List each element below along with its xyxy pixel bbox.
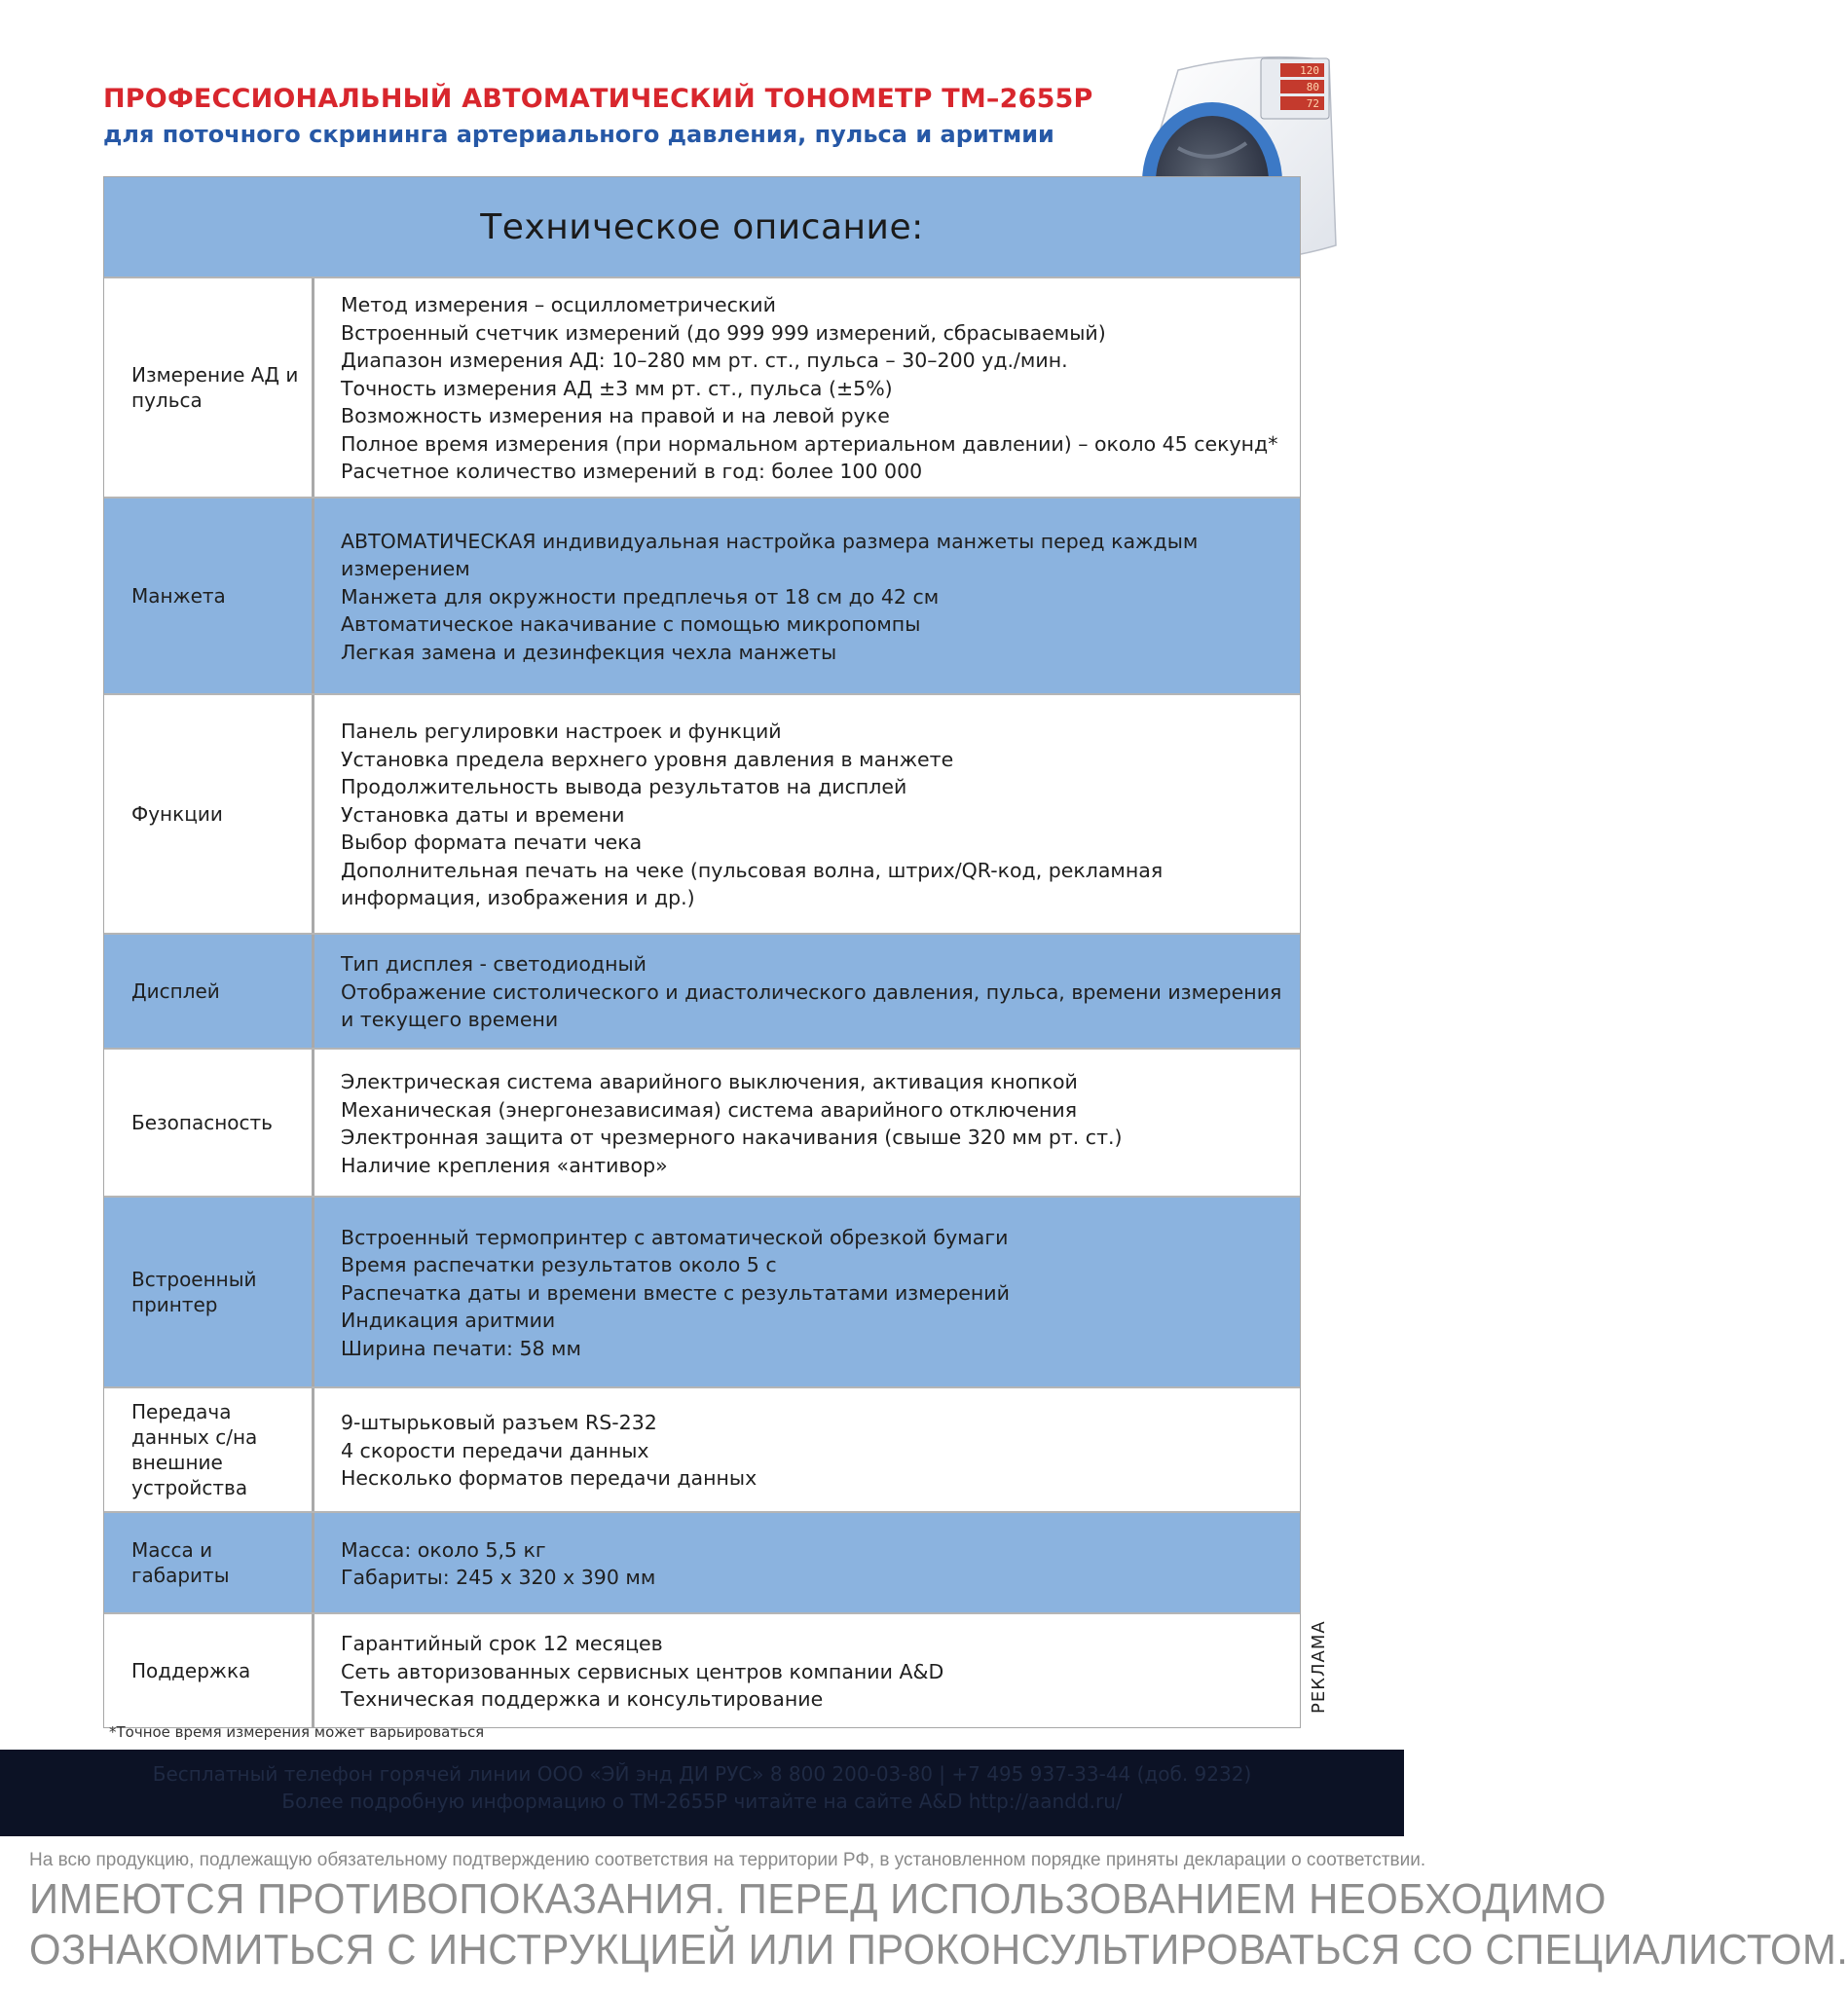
spec-item: Панель регулировки настроек и функций	[341, 720, 782, 744]
certification-disclaimer: На всю продукцию, подлежащую обязательному подтверждению соответствия на территории РФ, в установленном порядке приняты декларации о соответствии.	[29, 1850, 1426, 1870]
svg-text:120: 120	[1300, 64, 1319, 77]
spec-item: Автоматическое накачивание с помощью микропомпы	[341, 612, 921, 637]
spec-row	[104, 695, 1300, 935]
spec-row-label: Функции	[104, 695, 314, 933]
spec-heading-text: Техническое описание:	[480, 206, 924, 247]
spec-row	[104, 278, 1300, 498]
spec-item: Расчетное количество измерений в год: более 100 000	[341, 460, 923, 484]
spec-item: Распечатка даты и времени вместе с результатами измерений	[341, 1280, 1010, 1305]
spec-row-label: Передача данных с/на внешние устройства	[104, 1388, 314, 1511]
spec-item: Возможность измерения на правой и на левой руке	[341, 404, 890, 428]
spec-table	[103, 176, 1301, 1728]
spec-row-items	[314, 1388, 1300, 1511]
spec-row	[104, 1050, 1300, 1198]
spec-row-label: Поддержка	[104, 1614, 314, 1727]
spec-row	[104, 1388, 1300, 1513]
spec-item: Гарантийный срок 12 месяцев	[341, 1632, 663, 1656]
warning-line-1: ИМЕЮТСЯ ПРОТИВОПОКАЗАНИЯ. ПЕРЕД ИСПОЛЬЗОВАНИЕМ НЕОБХОДИМО	[29, 1875, 1607, 1923]
hotline-phone-text: Бесплатный телефон горячей линии ООО «ЭЙ энд ДИ РУС» 8 800 200-03-80 | +7 495 937-33-44 (доб. 9232)	[152, 1762, 1252, 1786]
warning-line-2: ОЗНАКОМИТЬСЯ С ИНСТРУКЦИЕЙ ИЛИ ПРОКОНСУЛЬТИРОВАТЬСЯ СО СПЕЦИАЛИСТОМ.	[29, 1926, 1848, 1974]
spec-row	[104, 1198, 1300, 1388]
spec-item: Габариты: 245 х 320 х 390 мм	[341, 1566, 656, 1589]
spec-row	[104, 498, 1300, 695]
spec-item: Отображение систолического и диастолического давления, пульса, времени измерения и текущего времени	[341, 979, 1282, 1032]
spec-item: Несколько форматов передачи данных	[341, 1466, 758, 1491]
spec-table-heading	[104, 177, 1300, 278]
spec-row-label: Измерение АД и пульса	[104, 278, 314, 497]
spec-row-label: Масса и габариты	[104, 1513, 314, 1612]
spec-item: Установка даты и времени	[341, 802, 625, 827]
spec-item: Ширина печати: 58 мм	[341, 1336, 581, 1360]
hotline-banner	[0, 1750, 1404, 1836]
spec-item: АВТОМАТИЧЕСКАЯ индивидуальная настройка размера манжеты перед каждым измерением	[341, 529, 1199, 581]
spec-item: Дополнительная печать на чеке (пульсовая волна, штрих/QR-код, рекламная информация, изображения и др.)	[341, 858, 1164, 910]
page-subtitle: для поточного скрининга артериального давления, пульса и аритмии	[103, 121, 1054, 148]
spec-row-label: Безопасность	[104, 1050, 314, 1196]
spec-item: Точность измерения АД ±3 мм рт. ст., пульса (±5%)	[341, 376, 893, 400]
spec-item: Тип дисплея - светодиодный	[341, 952, 647, 977]
spec-item: Полное время измерения (при нормальном артериальном давлении) – около 45 секунд*	[341, 431, 1278, 456]
spec-row-label: Дисплей	[104, 935, 314, 1048]
spec-item: 4 скорости передачи данных	[341, 1438, 649, 1462]
spec-row	[104, 1614, 1300, 1727]
spec-row-items	[314, 1614, 1300, 1727]
spec-item: Выбор формата печати чека	[341, 831, 643, 855]
spec-row-items	[314, 278, 1300, 497]
svg-text:72: 72	[1306, 97, 1319, 110]
spec-item: Метод измерения – осциллометрический	[341, 293, 776, 317]
spec-item: Манжета для окружности предплечья от 18 см до 42 см	[341, 584, 940, 609]
spec-row-items	[314, 1513, 1300, 1612]
spec-item: Сеть авторизованных сервисных центров компании A&D	[341, 1659, 944, 1683]
spec-row-items	[314, 695, 1300, 933]
spec-item: Установка предела верхнего уровня давления в манжете	[341, 747, 954, 771]
spec-item: Техническая поддержка и консультирование	[341, 1687, 824, 1712]
spec-item: Индикация аритмии	[341, 1309, 556, 1333]
spec-row-label: Манжета	[104, 498, 314, 693]
spec-row-items	[314, 1198, 1300, 1386]
spec-item: Электрическая система аварийного выключения, активация кнопкой	[341, 1070, 1078, 1093]
footnote: *Точное время измерения может варьироваться	[109, 1723, 485, 1741]
hotline-website-text: Более подробную информацию о ТМ-2655Р читайте на сайте A&D http://aandd.ru/	[281, 1790, 1123, 1813]
spec-item: Время распечатки результатов около 5 с	[341, 1253, 777, 1277]
spec-item: 9-штырьковый разъем RS-232	[341, 1411, 657, 1435]
spec-item: Встроенный счетчик измерений (до 999 999 измерений, сбрасываемый)	[341, 320, 1106, 345]
page-title: ПРОФЕССИОНАЛЬНЫЙ АВТОМАТИЧЕСКИЙ ТОНОМЕТР ТМ–2655Р	[103, 84, 1093, 114]
advertising-label: РЕКЛАМА	[1309, 1620, 1329, 1714]
svg-text:80: 80	[1306, 81, 1319, 93]
spec-item: Электронная защита от чрезмерного накачивания (свыше 320 мм рт. ст.)	[341, 1126, 1123, 1149]
spec-row-label: Встроенный принтер	[104, 1198, 314, 1386]
spec-row-items	[314, 1050, 1300, 1196]
spec-item: Масса: около 5,5 кг	[341, 1537, 546, 1562]
spec-row	[104, 935, 1300, 1050]
spec-item: Диапазон измерения АД: 10–280 мм рт. ст., пульса – 30–200 уд./мин.	[341, 349, 1068, 373]
spec-item: Наличие крепления «антивор»	[341, 1153, 668, 1177]
spec-item: Механическая (энергонезависимая) система аварийного отключения	[341, 1097, 1078, 1122]
spec-row	[104, 1513, 1300, 1614]
spec-item: Легкая замена и дезинфекция чехла манжеты	[341, 640, 837, 664]
spec-row-items	[314, 498, 1300, 693]
spec-row-items	[314, 935, 1300, 1048]
spec-item: Встроенный термопринтер с автоматической обрезкой бумаги	[341, 1225, 1009, 1249]
spec-item: Продолжительность вывода результатов на дисплей	[341, 775, 907, 799]
spec-rows	[104, 278, 1300, 1727]
